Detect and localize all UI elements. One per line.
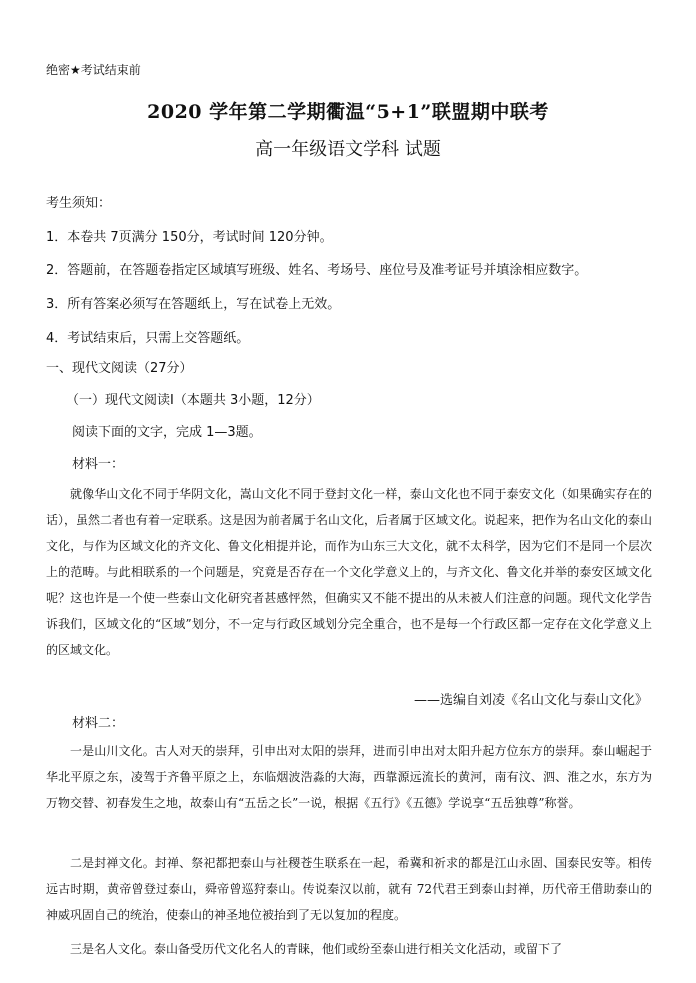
exam-subtitle: 高一年级语文学科 试题 xyxy=(255,139,441,160)
subsection-heading: （一）现代文阅读Ⅰ（本题共 3小题，12分） xyxy=(66,393,320,408)
notice-item: 4．考试结束后，只需上交答题纸。 xyxy=(46,331,250,346)
confidential-label: 绝密★考试结束前 xyxy=(46,63,141,77)
notice-heading: 考生须知： xyxy=(46,196,112,211)
notice-item: 2．答题前，在答题卷指定区域填写班级、姓名、考场号、座位号及准考证号并填涂相应数字。 xyxy=(46,263,588,278)
section-heading: 一、现代文阅读（27分） xyxy=(46,361,193,376)
exam-title: 2020 学年第二学期衢温“5+1”联盟期中联考 xyxy=(147,101,549,123)
material2-paragraph: 三是名人文化。泰山备受历代文化名人的青睐，他们或纷至泰山进行相关文化活动，或留下了 xyxy=(70,942,563,956)
notice-item: 1．本卷共 7页满分 150分，考试时间 120分钟。 xyxy=(46,230,333,245)
material2-paragraph: 一是山川文化。古人对天的崇拜，引申出对太阳的崇拜，进而引申出对太阳升起方位东方的崇拜。泰山崛起于华北平原之东，凌驾于齐鲁平原之上，东临烟波浩淼的大海，西靠源远流长的黄河，南有汶、泗、淮之水，东方为万物交替、初春发生之地，故泰山有“五岳之长”一说，根据《五行》《五德》学说享“五岳独尊”称誉。 xyxy=(46,744,652,810)
material2-label: 材料二： xyxy=(72,716,125,731)
instruction-text: 阅读下面的文字，完成 1—3题。 xyxy=(72,425,262,440)
notice-item: 3．所有答案必须写在答题纸上，写在试卷上无效。 xyxy=(46,297,341,312)
material2-paragraph: 二是封禅文化。封禅、祭祀都把泰山与社稷苍生联系在一起，希冀和祈求的都是江山永固、国泰民安等。相传远古时期，黄帝曾登过泰山，舜帝曾巡狩泰山。传说秦汉以前，就有 72代君王到泰山封禅，历代帝王借助泰山的神威巩固自己的统治，使泰山的神圣地位被抬到了无以复加的程度。 xyxy=(46,856,652,922)
material1-source: ——选编自刘凌《名山文化与泰山文化》 xyxy=(413,693,648,708)
material1-label: 材料一： xyxy=(72,457,125,472)
material1-paragraph: 就像华山文化不同于华阴文化，嵩山文化不同于登封文化一样，泰山文化也不同于泰安文化（如果确实存在的话），虽然二者也有着一定联系。这是因为前者属于名山文化，后者属于区域文化。说起来，把作为名山文化的泰山文化，与作为区域文化的齐文化、鲁文化相提并论，而作为山东三大文化，就不太科学，因为它们不是同一个层次上的范畴。与此相联系的一个问题是，究竟是否存在一个文化学意义上的，与齐文化、鲁文化并举的泰安区域文化呢？这也许是一个使一些泰山文化研究者甚感怦然，但确实又不能不提出的从未被人们注意的问题。现代文化学告诉我们，区域文化的“区域”划分，不一定与行政区域划分完全重合，也不是每一个行政区都一定存在文化学意义上的区域文化。 xyxy=(46,487,653,657)
